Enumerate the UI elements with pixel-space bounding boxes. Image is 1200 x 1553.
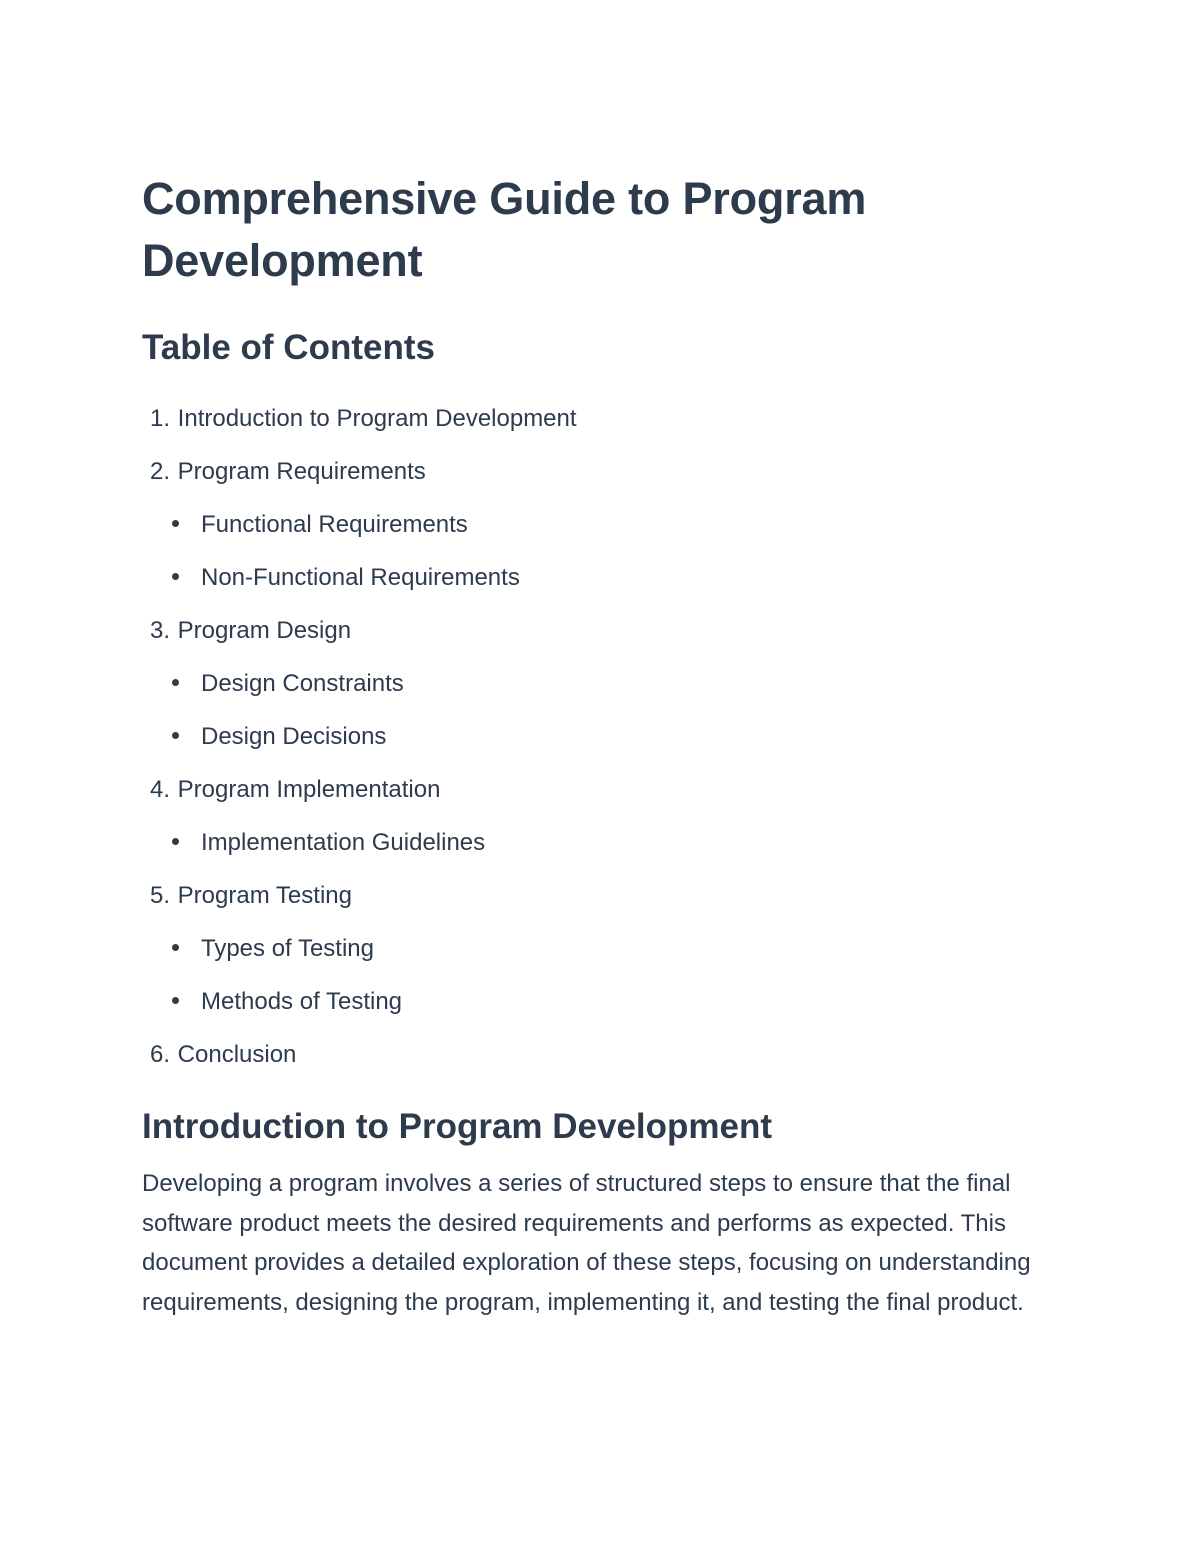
- toc-sublabel: Design Constraints: [201, 670, 404, 697]
- toc-label: Program Design: [177, 617, 352, 644]
- toc-item-design[interactable]: [142, 604, 1062, 657]
- bullet-icon: [172, 520, 179, 527]
- bullet-icon: [172, 573, 179, 580]
- toc-sublabel: Non-Functional Requirements: [201, 564, 520, 591]
- bullet-icon: [172, 679, 179, 686]
- toc-subitem-design-constraints[interactable]: [142, 657, 1062, 710]
- bullet-icon: [172, 838, 179, 845]
- document-page: [142, 168, 1062, 1322]
- toc-sublabel: Design Decisions: [201, 723, 387, 750]
- toc-label: Program Requirements: [177, 458, 426, 485]
- toc-number: 3.: [149, 617, 170, 644]
- document-title: Comprehensive Guide to Program Development: [142, 173, 867, 286]
- toc-item-requirements[interactable]: [142, 445, 1062, 498]
- toc-item-conclusion[interactable]: [142, 1028, 1062, 1081]
- bullet-icon: [172, 944, 179, 951]
- toc-number: 5.: [149, 882, 170, 909]
- table-of-contents: [142, 392, 1062, 1081]
- toc-number: 4.: [149, 776, 170, 803]
- toc-label: Conclusion: [177, 1041, 297, 1068]
- toc-heading: Table of Contents: [142, 328, 435, 367]
- bullet-icon: [172, 997, 179, 1004]
- toc-subitem-design-decisions[interactable]: [142, 710, 1062, 763]
- toc-subitem-types-of-testing[interactable]: [142, 922, 1062, 975]
- toc-item-implementation[interactable]: [142, 763, 1062, 816]
- toc-label: Introduction to Program Development: [177, 405, 577, 432]
- toc-subitem-methods-of-testing[interactable]: [142, 975, 1062, 1028]
- section-heading-introduction: Introduction to Program Development: [142, 1107, 773, 1146]
- toc-number: 2.: [149, 458, 170, 485]
- toc-number: 1.: [149, 405, 170, 432]
- toc-label: Program Implementation: [177, 776, 441, 803]
- toc-sublabel: Implementation Guidelines: [201, 829, 486, 856]
- toc-item-testing[interactable]: [142, 869, 1062, 922]
- toc-number: 6.: [149, 1041, 170, 1068]
- toc-subitem-functional-requirements[interactable]: [142, 498, 1062, 551]
- toc-subitem-implementation-guidelines[interactable]: [142, 816, 1062, 869]
- toc-label: Program Testing: [177, 882, 352, 909]
- toc-subitem-non-functional-requirements[interactable]: [142, 551, 1062, 604]
- toc-sublabel: Methods of Testing: [201, 988, 403, 1015]
- toc-sublabel: Functional Requirements: [201, 511, 468, 538]
- toc-item-introduction[interactable]: [142, 392, 1062, 445]
- toc-sublabel: Types of Testing: [201, 935, 374, 962]
- bullet-icon: [172, 732, 179, 739]
- intro-paragraph: Developing a program involves a series of structured steps to ensure that the final software product meets the desired requirements and performs as expected. This document provides a detailed exploration of these steps, focusing on understanding requirements, designing the program, implementing it, and testing the final product.: [142, 1170, 1031, 1316]
